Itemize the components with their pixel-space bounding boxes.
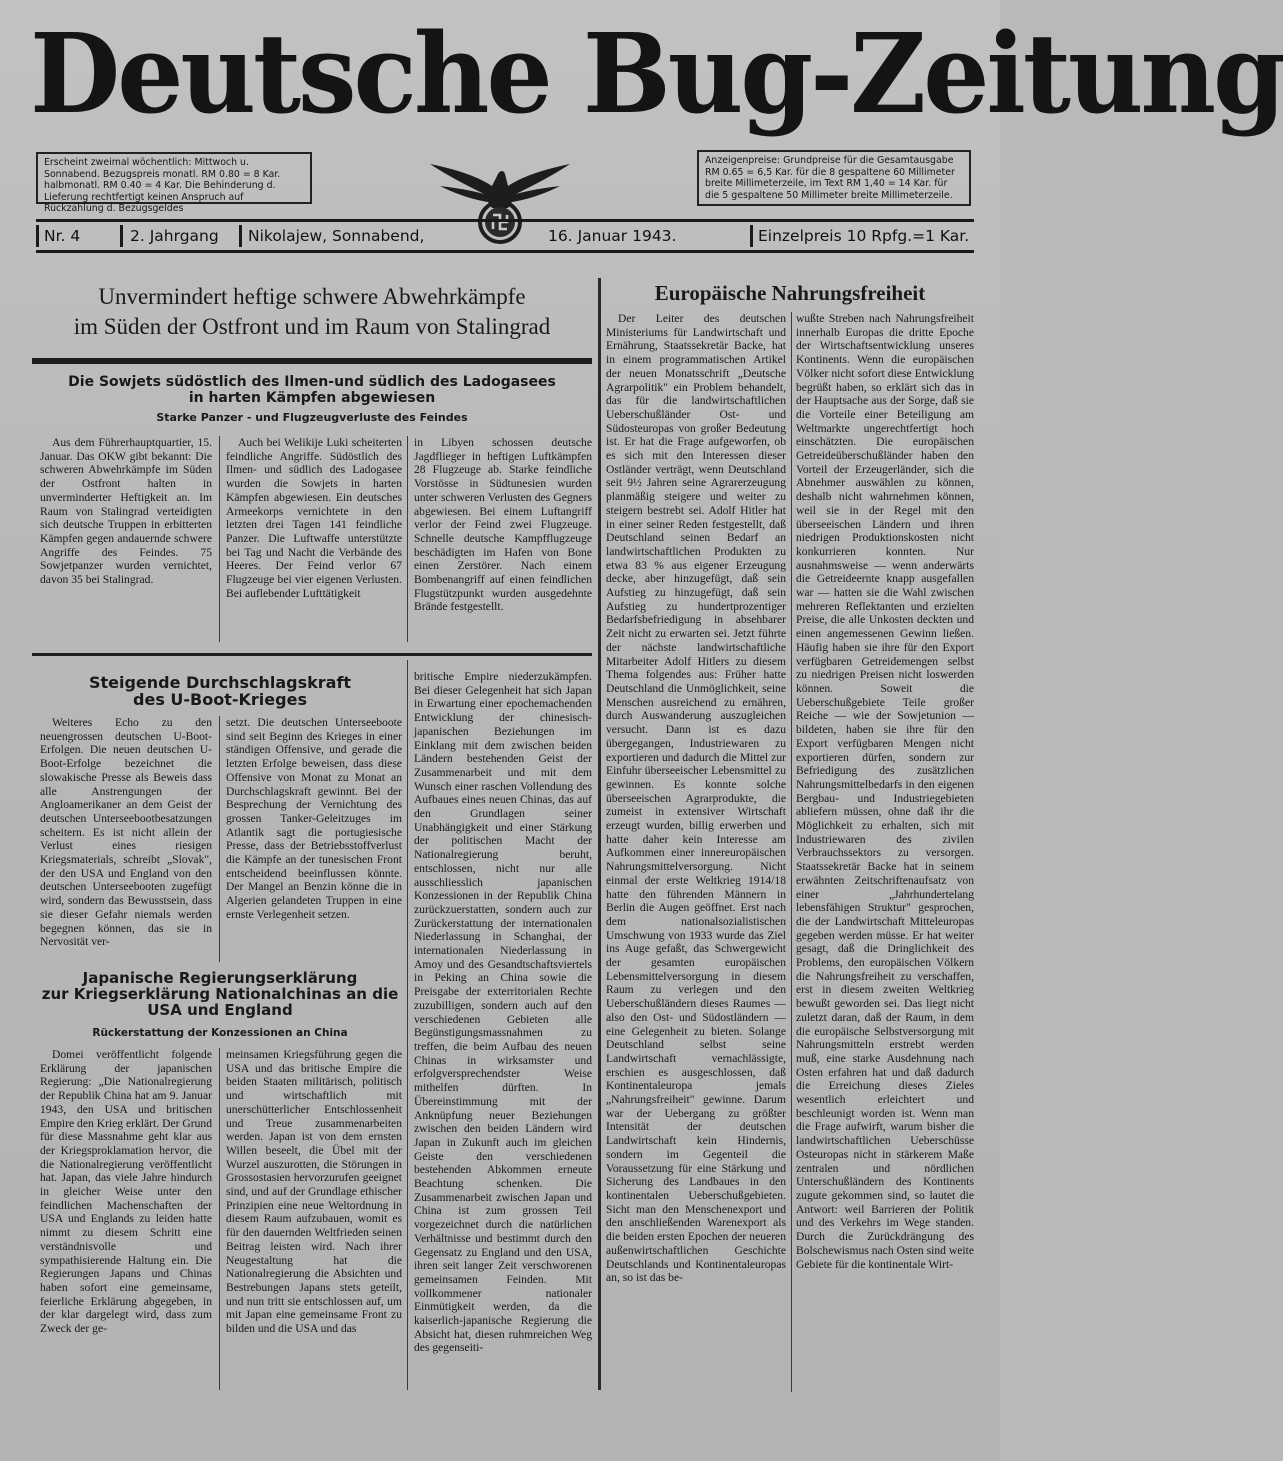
article3-headline: Japanische Regierungserklärung zur Kriegserklärung Nationalchinas an die USA und England (41, 969, 399, 1019)
volume-year: 2. Jahrgang (130, 227, 219, 245)
article1-headline: Unvermindert heftige schwere Abwehrkämpfe im Süden der Ostfront und im Raum von Stalingrad (73, 284, 551, 339)
advertising-prices-box: Anzeigenpreise: Grundpreise für die Gesamtausgabe RM 0.65 = 6,5 Kar. für die 8 gespaltene 60 Millimeter breite Millimeterzeile, im Text RM 1,40 = 14 Kar. für die 5 gespaltene 50 Millimeter breite Millimeterzeile. (697, 150, 971, 206)
issue-date: 16. Januar 1943. (548, 227, 677, 245)
single-price: Einzelpreis 10 Rpfg.=1 Kar. (758, 227, 970, 245)
headline-rule (32, 358, 592, 364)
article1-column-1: Aus dem Führerhauptquartier, 15. Januar. Das OKW gibt bekannt: Die schweren Abwehrkämpfe im Süden der Ostfront halten in unverminderter Heftigkeit an. Im Raum von Stalingrad verteidigten sich deutsche Truppen in erbitterten Kämpfen gegen andauernde schwere Angriffe des Feindes. 75 Sowjetpanzer wurden vernichtet, davon 35 bei Stalingrad. (40, 436, 212, 587)
article1-column-3: in Libyen schossen deutsche Jagdflieger in heftigen Luftkämpfen 28 Flugzeuge ab. Starke feindliche Vorstösse in Südtunesien wurden unter schweren Verlusten des Gegners abgewiesen. Bei einem Luftangriff verlor der Feind zwei Flugzeuge. Schnelle deutsche Kampfflugzeuge beschädigten im Hafen von Bone einen Zerstörer. Nach einem Bombenangriff auf einen feindlichen Flugstützpunkt wurden ausgedehnte Brände festgestellt. (414, 436, 592, 614)
article2-column-2: setzt. Die deutschen Unterseeboote sind seit Beginn des Krieges in einer ständigen Offensive, und gerade die letzten Erfolge beweisen, dass diese Offensive von Monat zu Monat an Durchschlagskraft gewinnt. Bei der Besprechung der Vernichtung des grossen Tanker-Geleitzuges im Atlantik sagt die portugiesische Presse, dass der Betriebsstoffverlust die Kämpfe an der tunesischen Front entscheidend beeinflussen könnte. Der Mangel an Benzin könne die in Algerien gelandeten Truppen in eine ernste Verlegenheit setzen. (226, 716, 402, 921)
article3-column-3: britische Empire niederzukämpfen. Bei dieser Gelegenheit hat sich Japan in Erwartung einer epochemachenden Entwicklung der chinesisch-japanischen Beziehungen im Einklang mit dem zwischen beiden Ländern bestehenden Geist der Zusammenarbeit und mit dem Wunsch einer raschen Vollendung des Aufbaues eines neuen Chinas, das auf den Grundlagen seiner Unabhängigkeit und einer Stärkung der politischen Macht der Nationalregierung beruht, entschlossen, nicht nur alle ausschliesslich japanischen Konzessionen in der Republik China zurückzuerstatten, sondern auch zur Zurückerstattung der internationalen Niederlassung in Schanghai, der internationalen Niederlassung in Amoy und des Gesandtschaftsviertels in Peking an China sowie die Preisgabe der exterritorialen Rechte zuzubilligen, sondern auch auf den verschiedenen Gebieten alle Begünstigungsmassnahmen zu treffen, die beim Aufbau des neuen Chinas in wirksamster und erfolgversprechendster Weise mithelfen dürften. In Übereinstimmung mit der Anknüpfung neuer Beziehungen zwischen den beiden Ländern wird Japan in Zukunft auch im gleichen Geiste den verschiedenen bestehenden Abkommen erneute Beachtung schenken. Die Zusammenarbeit zwischen Japan und China ist zum grossen Teil vorgezeichnet durch die natürlichen Verhältnisse und bestimmt durch den Gegensatz zu England und den USA, ihren seit langer Zeit verschworenen gemeinsamen Feinden. Mit vollkommener nationaler Einmütigkeit werden, da die kaiserlich-japanische Regierung die Absicht hat, diesen ruhmreichen Weg des gegenseiti- (414, 670, 592, 1355)
dateline-bar (36, 219, 974, 253)
article4-column-1: Der Leiter des deutschen Ministeriums für Landwirtschaft und Ernährung, Staatssekretär Backe, hat in einem programmatischen Artikel der neuen Monatsschrift „Deutsche Agrarpolitik" ein Problem behandelt, das für die landwirtschaftlichen Ueberschußländer Ost- und Südosteuropas von großer Bedeutung ist. Er hat die Frage aufgeworfen, ob es sich mit den Interessen dieser Ostländer verträgt, wenn Deutschland seit 9½ Jahren seine Agrarerzeugung planmäßig steigere und weiter zu steigern bestrebt sei. Adolf Hitler hat in einer seiner Reden festgestellt, daß Deutschland seinen Bedarf an landwirtschaftlichen Produkten zu etwa 83 % aus eigener Erzeugung decke, aber hinzugefügt, daß sein Aufstieg zu hinzugefügt, daß sein Aufstieg zu hundertprozentiger Bedarfsbefriedigung in absehbarer Zeit nicht zu erwarten sei. Jetzt führte der nächste landwirtschaftliche Mitarbeiter Adolf Hitlers zu diesem Thema folgendes aus: Früher hatte Deutschland die Unmöglichkeit, seine Menschen ausreichend zu ernähren, durch Auswanderung auszugleichen versucht. Dann ist es dazu übergegangen, Industriewaren zu exportieren und dadurch die Mittel zur Einfuhr überseeischer Lebensmittel zu gewinnen. Es konnte solche überseeischen Agrarprodukte, die zumeist in extensiver Wirtschaft erzeugt wurden, billig erwerben und hatte daher kein Interesse am Aufkommen einer innereuropäischen Nahrungsmittelversorgung. Nicht einmal der erste Weltkrieg 1914/18 hatte den führenden Männern in Berlin die Augen geöffnet. Erst nach dem nationalsozialistischen Umschwung von 1933 wurde das Ziel ins Auge gefaßt, das Schwergewicht der gesamten europäischen Lebensmittelversorgung in diesem Raum zu verlegen und den Ueberschußländern dieses Raumes — also den Ost- und Südostländern — eine Gelegenheit zu bieten. Solange Deutschland selbst seine Landwirtschaft vernachlässigte, erschien es ausgeschlossen, daß Kontinentaleuropa jemals „Nahrungsfreiheit" gewinne. Darum war der Uebergang zu größter Intensität der deutschen Landwirtschaft kein Hindernis, sondern im Gegenteil die Voraussetzung für eine Stärkung und Sicherung des Landbaues in den kontinentalen Ueberschußgebieten. Sicht man den Menschenexport und den anschließenden Warenexport als die beiden ersten Epochen der neueren außenwirtschaftlichen Geschichte Deutschlands und Kontinentaleuropas an, so ist das be- (606, 312, 786, 1285)
article2-column-1: Weiteres Echo zu den neuengrossen deutschen U-Boot-Erfolgen. Die neuen deutschen U-Boot-Erfolge bezeichnet die slowakische Presse als Beweis dass alle Anstrengungen der Angloamerikaner an dem Geist der deutschen Unterseebootbesatzungen scheitern. Es ist nicht allein der Verlust eines riesigen Kriegsmaterials, schreibt „Slovak", der den USA und England von den deutschen Unterseebooten zugefügt wird, sondern das Bewusstsein, dass sie dieser Gefahr niemals werden begegnen können, das sie in Nervosität ver- (40, 716, 212, 949)
article1-subtitle: Starke Panzer - und Flugzeugverluste des Feindes (156, 411, 468, 424)
subscription-info-box: Erscheint zweimal wöchentlich: Mittwoch u. Sonnabend. Bezugspreis monatl. RM 0.80 = 8 Kar. halbmonatl. RM 0.40 = 4 Kar. Die Behinderung d. Lieferung rechtfertigt keinen Anspruch auf Rückzahlung d. Bezugsgeldes (36, 152, 312, 204)
column-separator (598, 278, 601, 1390)
article2-headline: Steigende Durchschlagskraft des U-Boot-Krieges (88, 673, 352, 709)
article1-subheadline: Die Sowjets südöstlich des Ilmen-und südlich des Ladogasees in harten Kämpfen abgewiesen (68, 374, 556, 406)
article4-headline: Europäische Nahrungsfreiheit (654, 281, 926, 305)
place-day: Nikolajew, Sonnabend, (248, 227, 425, 245)
article3-column-1: Domei veröffentlicht folgende Erklärung der japanischen Regierung: „Die Nationalregierung der Republik China hat am 9. Januar 1943, den USA und britischen Empire den Krieg erklärt. Der Grund für diese Massnahme geht klar aus der Kriegsproklamation hervor, die die Nationalregierung veröffentlicht hat. Japan, das viele Jahre hindurch in gleicher Weise unter den feindlichen Machenschaften der USA und Englands zu leiden hatte nimmt zu diesem Schritt eine verständnisvolle und sympathisierende Haltung ein. Die Regierungen Japans und Chinas haben sofort eine gemeinsame, feierliche Erklärung abgegeben, in der klar dargelegt wird, dass zum Zweck der ge- (40, 1048, 212, 1336)
section-rule (32, 653, 592, 656)
article4-column-2: wußte Streben nach Nahrungsfreiheit innerhalb Europas die dritte Epoche der Wirtschaftsentwicklung unseres Kontinents. Wenn die europäischen Völker nicht sofort diese Entwicklung begrüßt haben, so erklärt sich das in der Hauptsache aus der Sorge, daß sie die Vorteile einer Beteiligung am Weltmarkte ungerechtfertigt hoch einschätzten. Die europäischen Getreideüberschußländer haben den Vorteil der Erzeugerländer, sich die Abnehmer auswählen zu können, deshalb nicht wahrnehmen können, weil sie in der Regel mit den überseeischen Ländern und ihren niedrigen Produktionskosten nicht konkurrieren konnten. Nur ausnahmsweise — wenn anderwärts die Getreideernte knapp ausgefallen war — hatten sie die Wahl zwischen mehreren Reflektanten und erzielten Preise, die alle Unkosten deckten und einen angemessenen Gewinn ließen. Häufig haben sie ihre für den Export verfügbaren Getreidemengen selbst zu niedrigen Preisen nicht loswerden können. Soweit die Ueberschußgebiete Teile großer Reiche — wie der Sowjetunion — bildeten, haben sie ihre für den Export verfügbaren Mengen nicht exportieren dürfen, sondern zur Befriedigung des zusätzlichen Nahrungsmittelbedarfs in den eigenen Bergbau- und Industriegebieten abliefern müssen, ohne daß ihr die Möglichkeit zu erhalten, sich mit Industriewaren des zivilen Verbrauchssektors zu versorgen. Staatssekretär Backe hat in seinem erwähnten Zeitschriftenaufsatz von einer „Jahrhundertelang lebensfähigen Struktur" gesprochen, die der Landwirtschaft Mitteleuropas gegeben werden müsse. Er hat weiter gesagt, daß die Dringlichkeit des Problems, den europäischen Völkern die Nahrungsfreiheit zu verschaffen, erst in diesem zweiten Weltkrieg bewußt geworden sei. Das liegt nicht zuletzt daran, daß der Raum, in dem die europäische Selbstversorgung mit Nahrungsmitteln erstrebt werden muß, eine starke Ausdehnung nach Osten erfahren hat und daß dadurch die Erreichung dieses Zieles wesentlich erleichtert und beschleunigt worden ist. Wenn man die Frage aufwirft, warum bisher die landwirtschaftlichen Ueberschüsse Osteuropas nicht in stärkerem Maße zentralen und nördlichen Unterschußländern des Kontinents zugute gekommen sind, so lautet die Antwort: weil Barrieren der Politik und des Verkehrs im Wege standen. Durch die Zurückdrängung des Bolschewismus nach Osten sind weite Gebiete für die kontinentale Wirt- (796, 312, 974, 1271)
article3-column-2: meinsamen Kriegsführung gegen die USA und das britische Empire die beiden Staaten militärisch, politisch und wirtschaftlich mit unerschütterlicher Entschlossenheit und Treue zusammenarbeiten werden. Japan ist von dem ernsten Willen beseelt, die Übel mit der Wurzel auszurotten, die Störungen in Grossostasien hervorzurufen geeignet sind, und auf der Grundlage ethischer Prinzipien eine neue Weltordnung in diesem Raum aufzubauen, womit es für den dauernden Weltfrieden seinen Beitrag leisten wird. Nach ihrer Neugestaltung hat die Nationalregierung die Absichten und Bestrebungen Japans stets geteilt, und nun tritt sie entschlossen auf, um mit Japan eine gemeinsame Front zu bilden und die USA und das (226, 1048, 402, 1336)
article3-subtitle: Rückerstattung der Konzessionen an China (92, 1027, 348, 1039)
issue-number: Nr. 4 (44, 227, 81, 245)
masthead-title: Deutsche Bug-Zeitung (30, 8, 1283, 139)
article1-column-2: Auch bei Welikije Luki scheiterten feindliche Angriffe. Südöstlich des Ilmen- und südlich des Ladogasee wurden die Sowjets in harten Kämpfen abgewiesen. Ein deutsches Armeekorps vernichtete in den letzten drei Tagen 141 feindliche Panzer. Die Luftwaffe unterstützte bei Tag und Nacht die Verbände des Heeres. Der Feind verlor 67 Flugzeuge bei vier eigenen Verlusten. Bei auflebender Lufttätigkeit (226, 436, 402, 600)
